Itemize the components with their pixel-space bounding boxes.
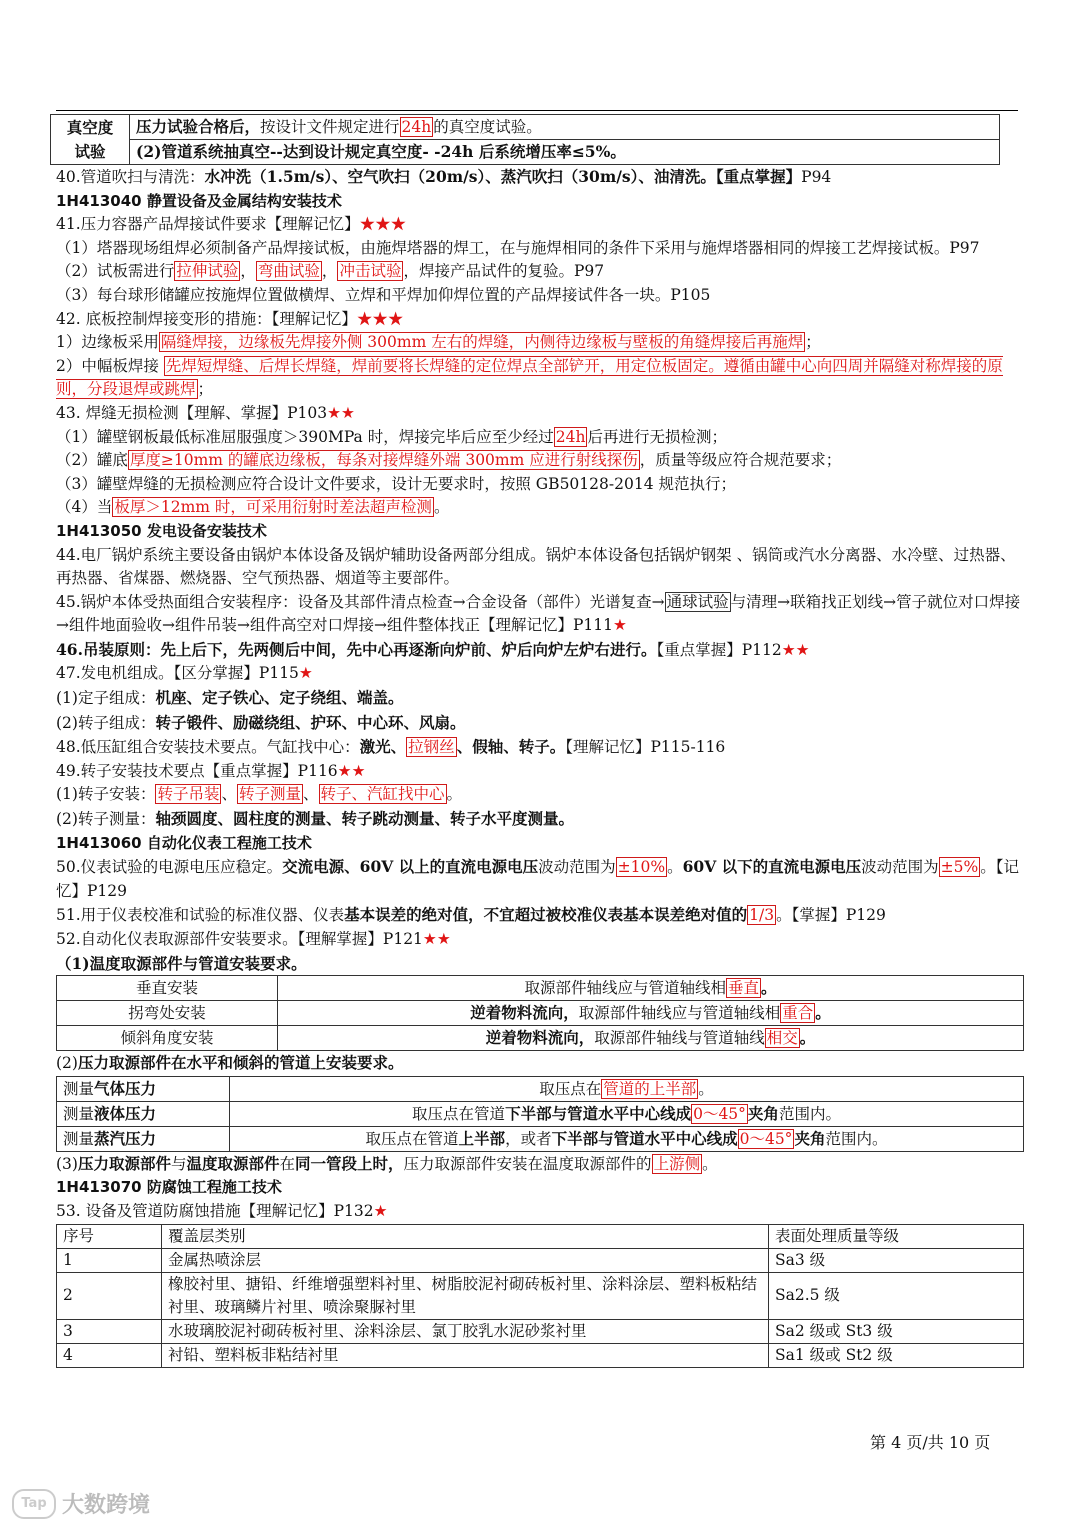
corrosion-grade: Sa2 级或 St3 级: [769, 1319, 1024, 1343]
item-49: 49.转子安装技术要点【重点掌握】P116★★: [56, 761, 366, 780]
corrosion-table: [56, 1224, 1024, 1368]
item-47-1: (1)定子组成：机座、定子铁心、定子绕组、端盖。: [56, 688, 404, 708]
header-type: 覆盖层类别: [162, 1224, 769, 1248]
item-42-2: 2）中幅板焊接 先焊短焊缝、后焊长焊缝，焊前要将长焊缝的定位焊点全部铲开，用定位板固定。遵循由罐中心向四周并隔缝对称焊接的原则，分段退焊或跳焊 ；: [56, 356, 1003, 399]
corrosion-type: 水玻璃胶泥衬砌砖板衬里、涂料涂层、氯丁胶乳水泥砂浆衬里: [162, 1319, 769, 1343]
corrosion-no: 4: [57, 1343, 162, 1367]
corrosion-no: 2: [57, 1272, 162, 1319]
item-52-2: (2)压力取源部件在水平和倾斜的管道上安装要求。: [56, 1053, 404, 1073]
corrosion-grade: Sa2.5 级: [769, 1272, 1024, 1319]
section-heading-1h413040: 1H413040 静置设备及金属结构安装技术: [56, 191, 342, 210]
item-43-1: （1）罐壁钢板最低标准屈服强度＞390MPa 时，焊接完毕后应至少经过 24h 后再进行无损检测；: [56, 427, 727, 446]
vacuum-row-2: (2)管道系统抽真空--达到设计规定真空度- -24h 后系统增压率≤5%。: [130, 140, 1000, 165]
document-page: [56, 110, 1026, 1368]
corrosion-no: 1: [57, 1248, 162, 1272]
table-row: [57, 1272, 1024, 1319]
item-40: 40.管道吹扫与清洗：水冲洗（1.5m/s）、空气吹扫（20m/s）、蒸汽吹扫（30m/s）、油清洗。【重点掌握】P94: [56, 167, 832, 186]
pressure-row-label: 测量气体压力: [57, 1076, 230, 1101]
section-heading-1h413050: 1H413050 发电设备安装技术: [56, 521, 267, 540]
corrosion-type: 橡胶衬里、搪铅、纤维增强塑料衬里、树脂胶泥衬砌砖板衬里、涂料涂层、塑料板粘结衬里、玻璃鳞片衬里、喷涂聚脲衬里: [162, 1272, 769, 1319]
item-41-3: （3）每台球形储罐应按施焊位置做横焊、立焊和平焊加仰焊位置的产品焊接试件各一块。P105: [56, 285, 711, 304]
item-47: 47.发电机组成。【区分掌握】P115★: [56, 664, 313, 683]
pressure-row-requirement: 取压点在 管道的上半部 。: [230, 1076, 1024, 1101]
item-51: 51.用于仪表校准和试验的标准仪器、仪表基本误差的绝对值，不宜超过被校准仪表基本误差绝对值的 1/3 。【掌握】P129: [56, 905, 886, 925]
item-41-1: （1）塔器现场组焊必须制备产品焊接试板，由施焊塔器的焊工，在与施焊相同的条件下采用与施焊塔器相同的焊接工艺焊接试板。P97: [56, 238, 980, 257]
item-48: 48.低压缸组合安装技术要点。气缸找中心：激光、 拉钢丝 、假轴、转子。【理解记忆】P115-116: [56, 737, 726, 757]
table-row: [57, 1026, 1024, 1051]
pressure-row-label: 测量蒸汽压力: [57, 1126, 230, 1151]
temp-row-requirement: 逆着物料流向，取源部件轴线与管道轴线 相交 。: [278, 1026, 1024, 1051]
item-42: 42. 底板控制焊接变形的措施：【理解记忆】★★★: [56, 309, 404, 328]
section-heading-1h413070: 1H413070 防腐蚀工程施工技术: [56, 1178, 282, 1197]
table-row: [57, 1101, 1024, 1126]
vacuum-row-1: 压力试验合格后，按设计文件规定进行 24h 的真空度试验。: [130, 115, 1000, 140]
section-heading-1h413060: 1H413060 自动化仪表工程施工技术: [56, 833, 312, 852]
item-43: 43. 焊缝无损检测【理解、掌握】P103★★: [56, 403, 355, 422]
temp-row-requirement: 取源部件轴线应与管道轴线相 垂直 。: [278, 976, 1024, 1001]
item-43-4: （4）当 板厚＞12mm 时，可采用衍射时差法超声检测 。: [56, 498, 450, 517]
item-45: 45.锅炉本体受热面组合安装程序：设备及其部件清点检查→合金设备（部件）光谱复查→ 通球试验 与清理→联箱找正划线→管子就位对口焊接→组件地面验收→组件吊装→组件高空对口焊接→组件整体找正【理解记忆】P111★: [56, 592, 1021, 635]
header-no: 序号: [57, 1224, 162, 1248]
watermark: [12, 1488, 150, 1519]
pressure-row-requirement: 取压点在管道下半部与管道水平中心线成 0～45° 夹角范围内。: [230, 1101, 1024, 1126]
corrosion-grade: Sa1 级或 St2 级: [769, 1343, 1024, 1367]
temp-row-label: 拐弯处安装: [57, 1001, 278, 1026]
table-row: [57, 1248, 1024, 1272]
temperature-source-table: [56, 975, 1024, 1051]
item-47-2: (2)转子组成：转子锻件、励磁绕组、护环、中心环、风扇。: [56, 712, 466, 732]
pressure-row-label: 测量液体压力: [57, 1101, 230, 1126]
item-46: 46.吊装原则：先上后下，先两侧后中间，先中心再逐渐向炉前、炉后向炉左炉右进行。【重点掌握】P112★★: [56, 639, 810, 659]
item-52-3: (3)压力取源部件与温度取源部件在同一管段上时，压力取源部件安装在温度取源部件的 上游侧 。: [56, 1153, 718, 1173]
corrosion-type: 衬铅、塑料板非粘结衬里: [162, 1343, 769, 1367]
pressure-source-table: [56, 1076, 1024, 1152]
item-52: 52.自动化仪表取源部件安装要求。【理解掌握】P121★★: [56, 930, 451, 948]
table-row: [57, 976, 1024, 1001]
watermark-logo-icon: Tap: [12, 1489, 56, 1519]
temp-row-label: 垂直安装: [57, 976, 278, 1001]
corrosion-type: 金属热喷涂层: [162, 1248, 769, 1272]
table-row: [57, 1319, 1024, 1343]
item-49-1: (1)转子安装： 转子吊装 、 转子测量 、 转子、汽缸找中心 。: [56, 785, 463, 804]
table-row: [57, 1126, 1024, 1151]
pressure-row-requirement: 取压点在管道上半部，或者下半部与管道水平中心线成 0～45° 夹角范围内。: [230, 1126, 1024, 1151]
temp-row-requirement: 逆着物料流向，取源部件轴线应与管道轴线相 重合 。: [278, 1001, 1024, 1026]
table-row: [57, 1076, 1024, 1101]
star-rating: ★★★: [359, 215, 407, 234]
vacuum-label-top: 真空度: [66, 117, 114, 137]
item-49-2: (2)转子测量：轴颈圆度、圆柱度的测量、转子跳动测量、转子水平度测量。: [56, 809, 574, 829]
table-row: [57, 1001, 1024, 1026]
item-53: 53. 设备及管道防腐蚀措施【理解记忆】P132★: [56, 1201, 388, 1220]
highlight-24h: 24h: [401, 118, 432, 136]
item-44: 44.电厂锅炉系统主要设备由锅炉本体设备及锅炉辅助设备两部分组成。锅炉本体设备包括锅炉钢架 、锅筒或汽水分离器、水冷壁、过热器、再热器、省煤器、燃烧器、空气预热器、烟道等主要部件。: [56, 545, 1016, 588]
vacuum-label-bottom: 试验: [74, 141, 106, 161]
table-row: [57, 1343, 1024, 1367]
item-41-2: （2）试板需进行 拉伸试验 ， 弯曲试验 ， 冲击试验 ，焊接产品试件的复验。P97: [56, 262, 605, 281]
header-grade: 表面处理质量等级: [769, 1224, 1024, 1248]
item-42-1: 1）边缘板采用 隔缝焊接，边缘板先焊接外侧 300mm 左右的焊缝，内侧待边缘板与壁板的角缝焊接后再施焊 ；: [56, 333, 821, 352]
corrosion-grade: Sa3 级: [769, 1248, 1024, 1272]
item-43-3: （3）罐壁焊缝的无损检测应符合设计文件要求，设计无要求时，按照 GB50128-2014 规范执行；: [56, 474, 736, 493]
item-43-2: （2）罐底 厚度≥10mm 的罐底边缘板，每条对接焊缝外端 300mm 应进行射线探伤 ，质量等级应符合规范要求；: [56, 451, 842, 470]
corrosion-header-row: [57, 1224, 1024, 1248]
item-52-1: （1)温度取源部件与管道安装要求。: [56, 953, 307, 973]
corrosion-no: 3: [57, 1319, 162, 1343]
vacuum-label-cell: [51, 115, 130, 165]
item-50: 50.仪表试验的电源电压应稳定。交流电源、60V 以上的直流电源电压波动范围为 ±10% 。60V 以下的直流电源电压波动范围为 ±5% 。【记忆】P129: [56, 857, 1019, 900]
item-41: 41.压力容器产品焊接试件要求【理解记忆】★★★: [56, 215, 407, 234]
temp-row-label: 倾斜角度安装: [57, 1026, 278, 1051]
watermark-text: 大数跨境: [62, 1493, 151, 1518]
vacuum-test-table: [50, 114, 1000, 165]
page-number: 第 4 页/共 10 页: [870, 1433, 991, 1452]
